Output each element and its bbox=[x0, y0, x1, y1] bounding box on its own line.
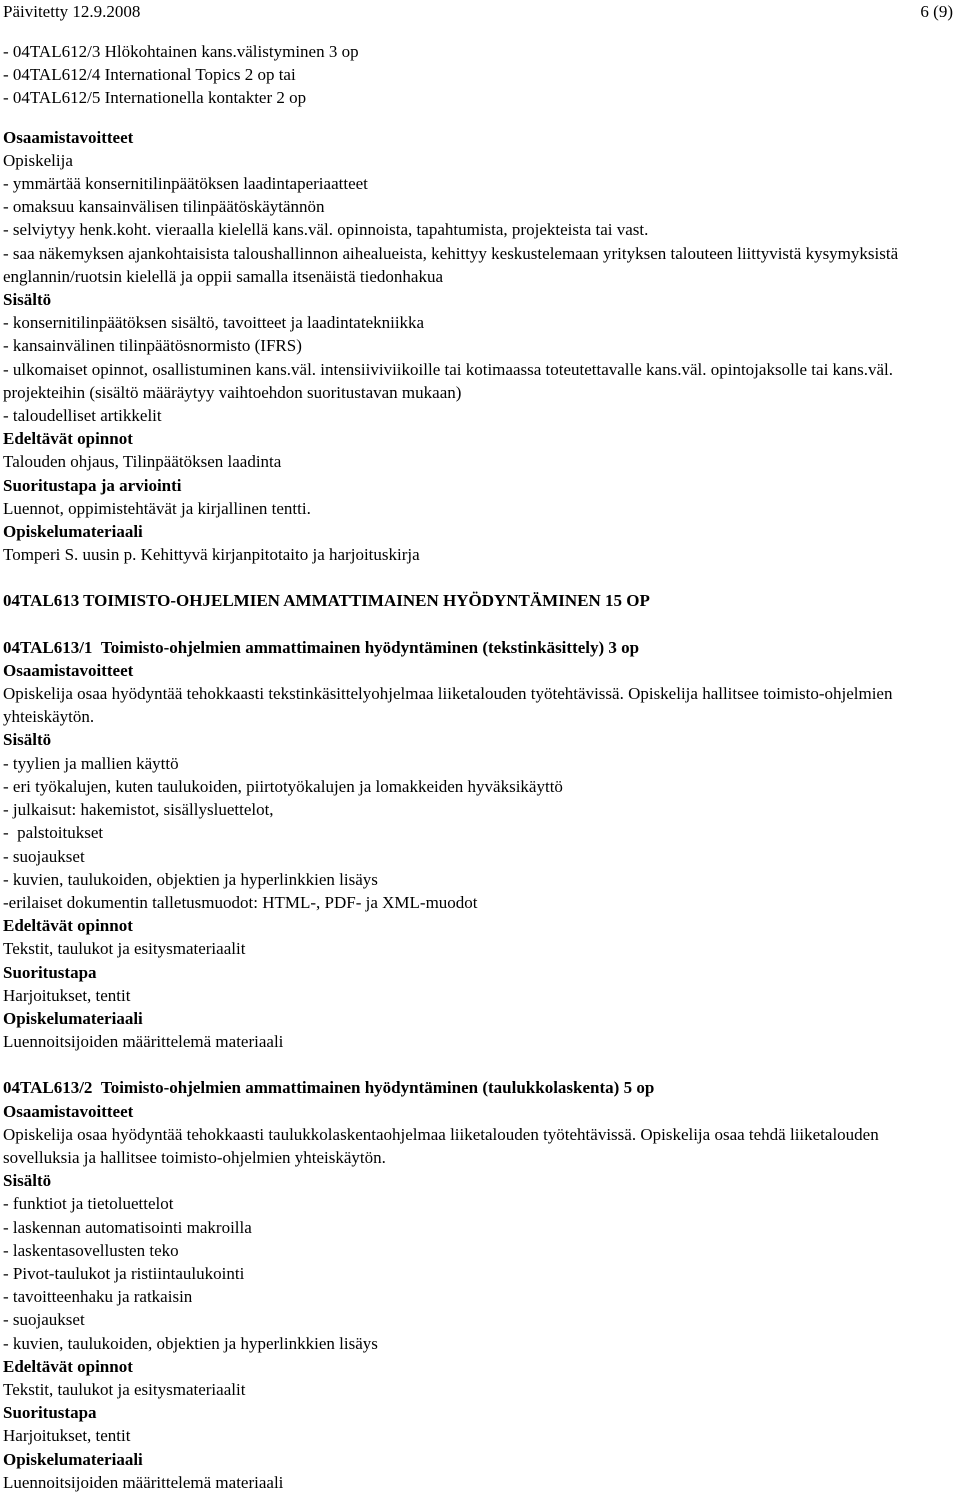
heading-edeltavat-opinnot: Edeltävät opinnot bbox=[3, 429, 133, 449]
learning-objectives: Opiskelija osaa hyödyntää tehokkaasti tekstinkäsittelyohjelmaa liiketalouden työtehtävissä. Opiskelija hallitsee toimisto-ohjelmien yhteiskäytön. bbox=[3, 684, 893, 727]
content-item: - suojaukset bbox=[3, 1310, 85, 1330]
content-item: -erilaiset dokumentin talletusmuodot: HTML-, PDF- ja XML-muodot bbox=[3, 892, 478, 912]
content-item: - palstoitukset bbox=[3, 823, 104, 843]
heading-opiskelumateriaali: Opiskelumateriaali bbox=[3, 1008, 143, 1028]
goal-item: - ymmärtää konsernitilinpäätöksen laadintaperiaatteet bbox=[3, 174, 368, 194]
course-code: 04TAL613/1 bbox=[3, 637, 93, 657]
course-title bbox=[3, 1076, 953, 1099]
heading-edeltavat-opinnot: Edeltävät opinnot bbox=[3, 1356, 133, 1376]
goal-item: - selviytyy henk.koht. vieraalla kielellä kans.väl. opinnoista, tapahtumista, projekteista tai vast. bbox=[3, 220, 649, 240]
heading-opiskelumateriaali: Opiskelumateriaali bbox=[3, 1449, 143, 1469]
prerequisites: Talouden ohjaus, Tilinpäätöksen laadinta bbox=[3, 452, 282, 472]
intro-line: - 04TAL612/3 Hlökohtainen kans.välistyminen 3 op bbox=[3, 42, 359, 61]
content-item: - laskennan automatisointi makroilla bbox=[3, 1217, 252, 1237]
section-04tal613 bbox=[3, 589, 953, 1494]
course-name: Toimisto-ohjelmien ammattimainen hyödyntäminen (taulukkolaskenta) 5 op bbox=[100, 1078, 655, 1098]
content-item: - taloudelliset artikkelit bbox=[3, 406, 162, 426]
content-item: - ulkomaiset opinnot, osallistuminen kans.väl. intensiiviviikoille tai kotimaassa toteutettavalle kans.väl. opintojaksolle tai kans.väl. projekteihin (sisältö määräytyy vaihtoehdon suoritustavan mukaan) bbox=[3, 359, 893, 402]
heading-edeltavat-opinnot: Edeltävät opinnot bbox=[3, 916, 133, 936]
prerequisites: Tekstit, taulukot ja esitysmateriaalit bbox=[3, 1379, 246, 1399]
intro-line: - 04TAL612/4 International Topics 2 op tai bbox=[3, 65, 296, 85]
heading-suoritustapa: Suoritustapa bbox=[3, 1403, 97, 1423]
student-label: Opiskelija bbox=[3, 150, 73, 170]
heading-osaamistavoitteet: Osaamistavoitteet bbox=[3, 1101, 134, 1121]
content-item: - kuvien, taulukoiden, objektien ja hyperlinkkien lisäys bbox=[3, 869, 378, 889]
course-code: 04TAL613/2 bbox=[3, 1078, 93, 1098]
page-header bbox=[3, 0, 953, 24]
content-item: - laskentasovellusten teko bbox=[3, 1240, 179, 1260]
content-item: - konsernitilinpäätöksen sisältö, tavoitteet ja laadintatekniikka bbox=[3, 313, 425, 333]
heading-osaamistavoitteet: Osaamistavoitteet bbox=[3, 660, 134, 680]
heading-opiskelumateriaali: Opiskelumateriaali bbox=[3, 522, 143, 542]
section-04tal612-continued bbox=[3, 40, 953, 566]
module-title: 04TAL613 TOIMISTO-OHJELMIEN AMMATTIMAINEN HYÖDYNTÄMINEN 15 OP bbox=[3, 591, 650, 611]
content-item: - tavoitteenhaku ja ratkaisin bbox=[3, 1287, 193, 1307]
content-item: - Pivot-taulukot ja ristiintaulukointi bbox=[3, 1263, 245, 1283]
content-item: - kuvien, taulukoiden, objektien ja hyperlinkkien lisäys bbox=[3, 1333, 378, 1353]
prerequisites: Tekstit, taulukot ja esitysmateriaalit bbox=[3, 939, 246, 959]
heading-sisalto: Sisältö bbox=[3, 1171, 52, 1191]
study-material: Luennoitsijoiden määrittelemä materiaali bbox=[3, 1472, 284, 1492]
content-item: - eri työkalujen, kuten taulukoiden, piirtotyökalujen ja lomakkeiden hyväksikäyttö bbox=[3, 776, 563, 796]
heading-suoritustapa: Suoritustapa bbox=[3, 962, 97, 982]
learning-objectives: Opiskelija osaa hyödyntää tehokkaasti taulukkolaskentaohjelmaa liiketalouden työtehtävissä. Opiskelija osaa tehdä liiketalouden sovelluksia ja hallitsee toimisto-ohjelmien yhteiskäytön. bbox=[3, 1124, 879, 1167]
heading-osaamistavoitteet: Osaamistavoitteet bbox=[3, 127, 134, 147]
page-number: 6 (9) bbox=[920, 2, 953, 21]
updated-date: Päivitetty 12.9.2008 bbox=[3, 2, 141, 21]
study-material: Luennoitsijoiden määrittelemä materiaali bbox=[3, 1032, 284, 1052]
heading-sisalto: Sisältö bbox=[3, 730, 52, 750]
goal-item: - omaksuu kansainvälisen tilinpäätöskäytännön bbox=[3, 197, 325, 217]
content-item: - funktiot ja tietoluettelot bbox=[3, 1194, 174, 1214]
course-04tal613-2 bbox=[3, 1076, 953, 1494]
course-04tal613-1 bbox=[3, 636, 953, 1054]
intro-line: - 04TAL612/5 Internationella kontakter 2 op bbox=[3, 88, 307, 108]
completion-method: Luennot, oppimistehtävät ja kirjallinen tentti. bbox=[3, 498, 311, 518]
content-item: - julkaisut: hakemistot, sisällysluettelot, bbox=[3, 800, 274, 820]
course-name: Toimisto-ohjelmien ammattimainen hyödyntäminen (tekstinkäsittely) 3 op bbox=[100, 637, 640, 657]
completion-method: Harjoitukset, tentit bbox=[3, 985, 131, 1005]
study-material: Tomperi S. uusin p. Kehittyvä kirjanpitotaito ja harjoituskirja bbox=[3, 545, 420, 565]
heading-suoritustapa: Suoritustapa ja arviointi bbox=[3, 475, 182, 495]
content-item: - kansainvälinen tilinpäätösnormisto (IFRS) bbox=[3, 336, 302, 356]
heading-sisalto: Sisältö bbox=[3, 290, 52, 310]
course-title bbox=[3, 636, 953, 659]
content-item: - suojaukset bbox=[3, 846, 85, 866]
content-item: - tyylien ja mallien käyttö bbox=[3, 753, 179, 773]
document-page bbox=[3, 0, 953, 1494]
goal-item: - saa näkemyksen ajankohtaisista taloushallinnon aihealueista, kehittyy keskustelemaan yrityksen talouteen liittyvistä kysymyksistä englannin/ruotsin kielellä ja oppii samalla itsenäistä tiedonhakua bbox=[3, 243, 899, 286]
completion-method: Harjoitukset, tentit bbox=[3, 1426, 131, 1446]
